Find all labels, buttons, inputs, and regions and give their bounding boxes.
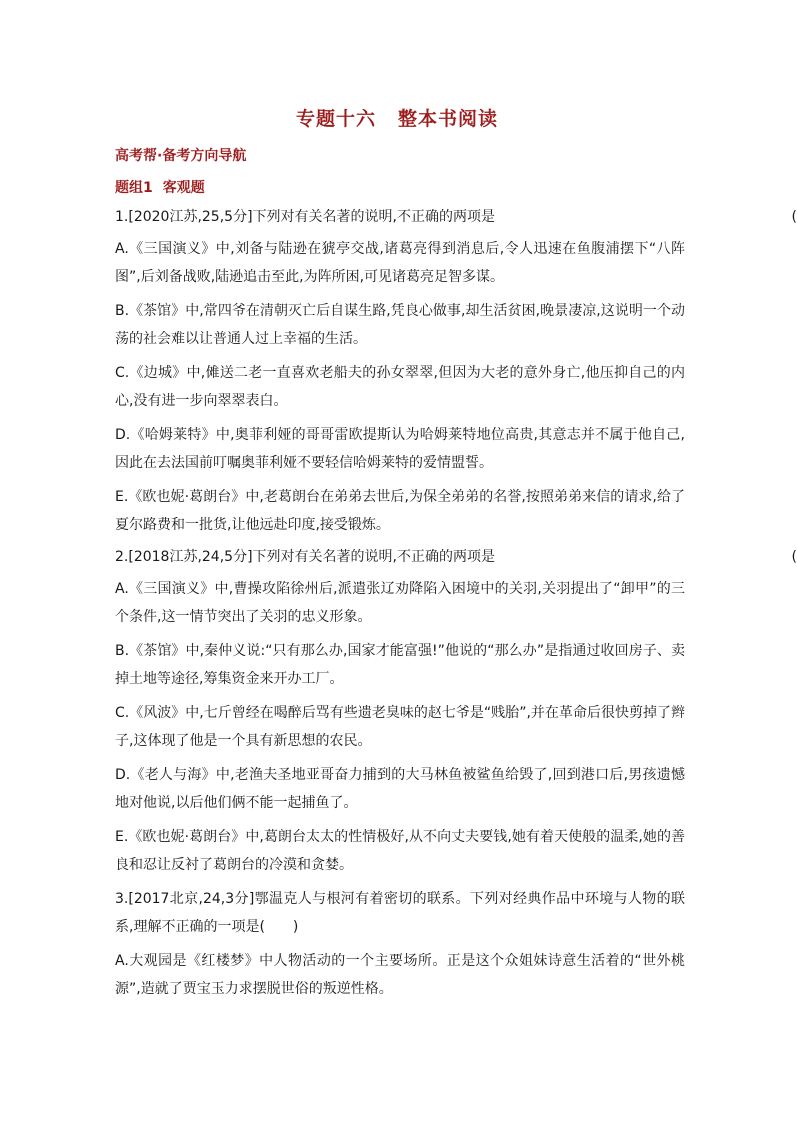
- option-a: A.大观园是《红楼梦》中人物活动的一个主要场所。正是这个众姐妹诗意生活着的“世外桃源”,造就了贾宝玉力求摆脱世俗的叛逆性格。: [115, 953, 685, 997]
- section-subtitle: 高考帮·备考方向导航: [115, 148, 247, 164]
- group-name: 客观题: [162, 180, 205, 196]
- question-stem: 3.[2017北京,24,3分]鄂温克人与根河有着密切的联系。下列对经典作品中环境与人物的联系,理解不正确的一项是( ): [115, 891, 685, 935]
- question-list: [115, 205, 797, 1009]
- title-part-1: 专题十六: [295, 108, 376, 130]
- option-d: D.《老人与海》中,老渔夫圣地亚哥奋力捕到的大马林鱼被鲨鱼给毁了,回到港口后,男孩遗憾地对他说,以后他们俩不能一起捕鱼了。: [115, 767, 685, 811]
- answer-paren: (: [791, 209, 797, 225]
- option-b: B.《茶馆》中,常四爷在清朝灭亡后自谋生路,凭良心做事,却生活贫困,晚景凄凉,这说明一个动荡的社会难以让普通人过上幸福的生活。: [115, 303, 685, 347]
- question-stem-text: 2.[2018江苏,24,5分]下列对有关名著的说明,不正确的两项是: [115, 549, 495, 565]
- option-c: C.《风波》中,七斤曾经在喝醉后骂有些遗老臭味的赵七爷是“贱胎”,并在革命后很快剪掉了辫子,这体现了他是一个具有新思想的农民。: [115, 705, 685, 749]
- option-e: E.《欧也妮·葛朗台》中,老葛朗台在弟弟去世后,为保全弟弟的名誉,按照弟弟来信的请求,给了夏尔路费和一批货,让他远赴印度,接受锻炼。: [115, 489, 685, 533]
- option-a: A.《三国演义》中,刘备与陆逊在猇亭交战,诸葛亮得到消息后,令人迅速在鱼腹浦摆下“八阵图”,后刘备战败,陆逊追击至此,为阵所困,可见诸葛亮足智多谋。: [115, 241, 685, 285]
- option-e: E.《欧也妮·葛朗台》中,葛朗台太太的性情极好,从不向丈夫要钱,她有着天使般的温柔,她的善良和忍让反衬了葛朗台的冷漠和贪婪。: [115, 829, 685, 873]
- question-2: [115, 545, 797, 879]
- question-3: [115, 885, 685, 1003]
- option-c: C.《边城》中,傩送二老一直喜欢老船夫的孙女翠翠,但因为大老的意外身亡,他压抑自己的内心,没有进一步向翠翠表白。: [115, 365, 685, 409]
- page-title: [0, 104, 794, 131]
- group-label: 题组1: [115, 180, 153, 196]
- question-stem: [115, 545, 797, 569]
- title-part-2: 整本书阅读: [398, 108, 499, 130]
- option-d: D.《哈姆莱特》中,奥菲利娅的哥哥雷欧提斯认为哈姆莱特地位高贵,其意志并不属于他自己,因此在去法国前叮嘱奥菲利娅不要轻信哈姆莱特的爱情盟誓。: [115, 427, 685, 471]
- option-a: A.《三国演义》中,曹操攻陷徐州后,派遣张辽劝降陷入困境中的关羽,关羽提出了“卸甲”的三个条件,这一情节突出了关羽的忠义形象。: [115, 581, 685, 625]
- question-1: [115, 205, 797, 539]
- answer-paren: (: [791, 549, 797, 565]
- question-group-heading: [115, 177, 205, 197]
- question-stem-text: 1.[2020江苏,25,5分]下列对有关名著的说明,不正确的两项是: [115, 209, 495, 225]
- question-stem: [115, 205, 797, 229]
- option-b: B.《茶馆》中,秦仲义说:“只有那么办,国家才能富强!”他说的“那么办”是指通过收回房子、卖掉土地等途径,筹集资金来开办工厂。: [115, 643, 685, 687]
